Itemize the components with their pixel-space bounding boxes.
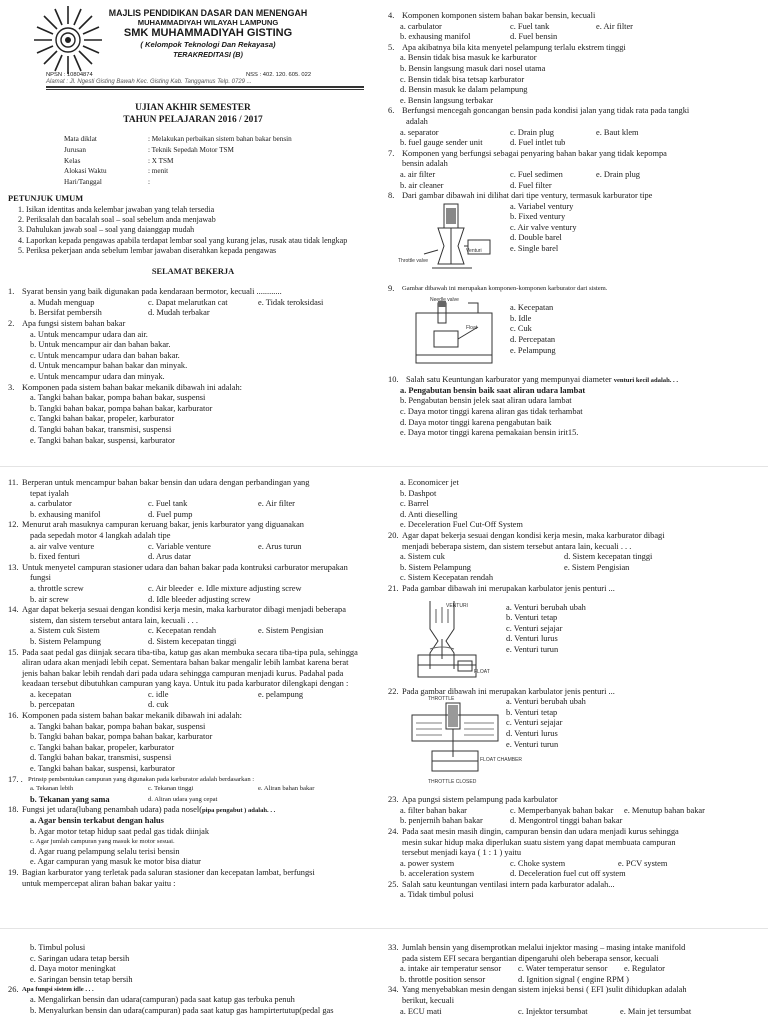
question-21-options (506, 603, 586, 656)
option: d. Idle bleeder adjusting screw (148, 594, 251, 604)
option: b. Sistem Pelampung (400, 562, 471, 572)
option: e. Tangki bahan bakar, suspensi, karburator (30, 435, 175, 445)
option: d. Venturi lurus (506, 728, 558, 738)
org-region: MUHAMMADIYAH WILAYAH LAMPUNG (137, 18, 279, 27)
option: a. intake air temperatur sensor (400, 964, 502, 974)
option: b. Tangki bahan bakar, pompa bahan bakar, karburator (30, 403, 213, 413)
option: c. idle (148, 689, 169, 699)
question-text: keadaan tersebut dibutuhkan campuran yang kaya. Untuk itu pada karburator dilengkapi dengan : (22, 679, 349, 689)
question-11 (8, 478, 378, 499)
option: c. Venturi sejajar (506, 718, 563, 728)
option: c. Drain plug (510, 127, 554, 137)
question-9 (388, 284, 763, 294)
npsn: NPSN : 10804874 (46, 72, 93, 78)
option: e. Daya motor tinggi karena pemakaian bensin irit15. (400, 428, 579, 438)
question-text: Fungsi jet udara(lubang penambah udara) pada nosel( (22, 805, 203, 815)
question-number: 23. (388, 795, 399, 805)
question-text: Bagian karburator yang terletak pada saluran stasioner dan kecepatan lambat, berfungsi (22, 867, 315, 877)
option: c. Kecepatan rendah (148, 626, 217, 636)
question-text: Syarat bensin yang baik digunakan pada kendaraan bermotor, kecuali ............ (22, 287, 282, 297)
option: c. Choke system (510, 858, 566, 868)
question-17 (8, 775, 378, 785)
question-number: 33. (388, 943, 399, 952)
option: e. Tidak teroksidasi (258, 297, 324, 307)
option: d. Untuk mencampur bahan bakar dan minyak. (30, 361, 188, 371)
question-text: Gambar dibawah ini merupakan komponen-komponen karburator dari sistem. (402, 284, 608, 292)
option: a. Tekanan lebih (30, 785, 74, 793)
question-number: 11. (8, 478, 19, 487)
option: d. cuk (148, 700, 169, 710)
question-number: 9. (388, 283, 395, 293)
question-text: Berfungsi mencegah goncangan bensin pada kondisi jalan yang tidak rata pada tangki (402, 106, 690, 116)
option: a. kecepatan (30, 689, 72, 699)
option: d. Fuel intlet tub (510, 138, 566, 148)
option: a. Economicer jet (400, 478, 459, 487)
option: c. Bensin tidak bisa tetsap karburator (400, 74, 525, 84)
question-text: Prinsip pembentukan campuran yang digunakan pada karburator adalah berdasarkan : (28, 775, 255, 783)
option: e. Main jet tersumbat (620, 1006, 692, 1016)
question-text: Komponen pada sistem bahan bakar mekanik dibawah ini adalah: (22, 711, 243, 721)
option: e. Regulator (624, 964, 665, 974)
option: d. Ignition signal ( engine RPM ) (518, 974, 629, 984)
figure-label: FLOAT (474, 668, 490, 675)
option: e. Venturi turun (506, 644, 559, 654)
question-number: 6. (388, 106, 395, 116)
list-item: 2. Periksalah dan bacalah soal – soal sebelum anda menjawab (18, 214, 216, 224)
option: a. ECU mati (400, 1006, 442, 1016)
option: e. Aliran bahan bakar (258, 785, 315, 793)
option: a. separator (400, 127, 439, 137)
option: e. PCV system (618, 858, 668, 868)
question-23 (388, 795, 763, 806)
question-22-figure (388, 697, 763, 789)
question-number: 8. (388, 191, 395, 201)
question-8-options (510, 202, 577, 255)
option: c. Tangki bahan bakar, propeler, karburator (30, 742, 175, 752)
option: e. Pelampung (510, 345, 556, 355)
question-text: Apa pungsi sistem pelampung pada karbulator (402, 795, 558, 805)
option: b. Sistem Pelampung (30, 636, 101, 646)
question-text: Komponen komponen sistem bahan bakar bensin, kecuali (402, 11, 596, 20)
question-2 (8, 319, 378, 330)
ident-value: : menit (148, 167, 169, 176)
carburetor-venturi-diagram (418, 202, 498, 278)
option: b. Venturi tetap (506, 707, 558, 717)
letterhead (8, 0, 378, 92)
question-number: 24. (388, 826, 399, 836)
option: b. Fixed ventury (510, 212, 566, 222)
question-number: 7. (388, 148, 395, 158)
question-22-options (506, 697, 586, 750)
figure-label: VENTURI (446, 602, 468, 609)
option: a. carbulator (30, 499, 72, 509)
option: a. Pengabutan bensin baik saat aliran udara lambat (400, 385, 586, 395)
option: b. air screw (30, 594, 69, 604)
question-1 (8, 287, 378, 298)
list-item: 1. Isikan identitas anda kelembar jawaban yang telah tersedia (18, 204, 215, 214)
option: b. Idle (510, 313, 532, 323)
school-address: Alamat : Jl. Ngesti Gisting Bawah Kec. Gisting Kab. Tanggamus Telp. 0729 ... (46, 79, 252, 85)
question-number: 16. (8, 711, 19, 721)
option: e. Bensin langsung terbakar (400, 95, 494, 105)
school-name: SMK MUHAMMADIYAH GISTING (123, 27, 293, 39)
question-20 (388, 531, 763, 552)
question-13 (8, 563, 378, 584)
question-21 (388, 584, 763, 595)
ident-value: : Teknik Sepedah Motor TSM (148, 145, 234, 154)
question-21-figure (388, 595, 763, 687)
question-text: pada sepedah motor 4 langkah adalah tipe (30, 530, 171, 540)
question-number: 2. (8, 318, 15, 328)
option: a. air filter (400, 169, 436, 179)
option: d. Tangki bahan bakar, transmisi, suspensi (30, 424, 172, 434)
option: d. Bensin masuk ke dalam pelampung (400, 85, 528, 95)
option: e. Baut klem (596, 127, 639, 137)
option: c. Air bleeder (148, 583, 194, 593)
question-18 (8, 805, 378, 816)
question-text: Jumlah bensin yang disemprotkan melalui injektor masing – masing intake manifold (402, 943, 686, 952)
figure-label: Needle valve (430, 297, 459, 304)
option: d. Daya motor meningkat (30, 964, 116, 974)
option: a. Tangki bahan bakar, pompa bahan bakar, suspensi (30, 393, 206, 403)
question-text: Salah satu keuntungan ventilasi intern pada karburator adalah... (402, 879, 615, 889)
option: d. Sistem kecepatan tinggi (148, 636, 237, 646)
question-text: Yang menyebabkan mesin dengan sistem injeksi bensi ( EFI )sulit dihidupkan adalah (402, 985, 687, 995)
ident-key: Kelas (64, 156, 81, 165)
question-number: 5. (388, 42, 395, 52)
question-16 (8, 711, 378, 722)
option: d. Fuel pump (148, 509, 193, 519)
ident-key: Hari/Tanggal (64, 178, 102, 187)
question-number: 4. (388, 11, 395, 20)
question-text: Agar dapat bekerja sesuai dengan kondisi kerja mesin, maka karburator dibagi menjadi beberapa (22, 605, 346, 615)
page2-left (8, 478, 378, 889)
question-26 (8, 985, 378, 995)
page3-right (388, 943, 763, 1017)
option: b. Tekanan yang sama (30, 794, 110, 804)
question-34 (388, 985, 763, 1006)
question-text: jenis bahan bakar lebih rendah dari pada udara sehingga campuran menjadi kurus. Padahal pada (22, 668, 344, 678)
option: d. Fuel bensin (510, 32, 558, 42)
exam-year: TAHUN PELAJARAN 2016 / 2017 (123, 115, 263, 125)
option: d. Deceleration fuel cut off system (510, 869, 626, 879)
option: e. Drain plug (596, 169, 640, 179)
question-text: mesin sukar hidup maka diperlukan suatu sistem yang dapat membuata campuran (402, 837, 676, 847)
question-number: 10. (388, 375, 399, 385)
question-text: Apa akibatnya bila kita menyetel pelampung terlalu ekstrem tinggi (402, 42, 626, 52)
instructions-list (8, 205, 378, 257)
question-number: 20. (388, 530, 399, 540)
question-number: 17. . (8, 774, 23, 784)
option: d. Percepatan (510, 335, 556, 345)
question-text: Dari gambar dibawah ini dilihat dari tipe ventury, termasuk karburator tipe (402, 191, 653, 201)
option: c. Cuk (510, 324, 532, 334)
question-text: Komponen pada sistem bahan bakar mekanik dibawah ini adalah: (22, 382, 243, 392)
exam-identity (8, 134, 378, 188)
option: b. penjernih bahan bakar (400, 816, 483, 826)
selamat-bekerja: SELAMAT BEKERJA (151, 266, 235, 276)
ident-value: : Melakukan perbaikan sistem bahan bakar bensin (148, 135, 292, 143)
option: b. Agar motor tetap hidup saat pedal gas tidak diinjak (30, 826, 210, 836)
option: a. Mudah menguap (30, 297, 95, 307)
question-number: 12. (8, 520, 19, 530)
figure-label: Venturi (466, 247, 482, 254)
option: e. Air filter (258, 499, 295, 509)
option: b. exhausing manifol (400, 32, 471, 42)
option: e. pelampung (258, 689, 304, 699)
question-number: 3. (8, 382, 15, 392)
question-text: Pada gambar dibawah ini merupakan karbulator jenis penturi ... (402, 686, 615, 696)
question-text: Pada saat mesin masih dingin, campuran bensin dan udara menjadi kurus sehingga (402, 826, 679, 836)
question-text: sistem, dan sistem tersebut antara lain, kecuali . . . (30, 615, 198, 625)
option: e. Venturi turun (506, 739, 559, 749)
option: a. throttle screw (30, 583, 84, 593)
option: b. Menyalurkan bensin dan udara(campuran) pada saat katup gas hampirtertutup(pedal gas (30, 1005, 334, 1015)
option: a. Venturi berubah ubah (506, 602, 586, 612)
ident-key: Jurusan (64, 145, 86, 154)
option: c. Air valve ventury (510, 222, 577, 232)
option: a. Variabel ventury (510, 201, 574, 211)
option: c. Memperbanyak bahan bakar (510, 805, 614, 815)
option: b. Bersifat pembersih (30, 308, 102, 318)
option: a. Venturi berubah ubah (506, 697, 586, 707)
question-4 (388, 11, 763, 22)
ident-value: : X TSM (148, 156, 174, 165)
option: e. Idle mixture adjusting screw (198, 583, 302, 593)
question-text: Untuk menyetel campuran stasioner udara dan bahan bakar pada kontruksi carburator merupakan (22, 562, 348, 572)
option: b. Timbul polusi (30, 943, 86, 952)
exam-title: UJIAN AKHIR SEMESTER (135, 103, 251, 113)
list-item: 3. Dahulukan jawab soal – soal yang daianggap mudah (18, 225, 195, 235)
option: d. Aliran udara yang cepat (148, 795, 218, 803)
option: e. Agar campuran yang masuk ke motor bisa diatur (30, 857, 201, 867)
question-10 (388, 375, 763, 386)
question-text: Agar dapat bekerja sesuai dengan kondisi kerja mesin, maka karburator dibagi (402, 530, 665, 540)
option: c. Agar jumlah campuran yang masuk ke motor sesuai. (30, 838, 175, 846)
letterhead-rule (46, 89, 364, 90)
option: d. Mengontrol tinggi bahan bakar (510, 816, 623, 826)
figure-label: Throttle valve (398, 257, 429, 264)
question-3 (8, 383, 378, 394)
letterhead-rule (46, 86, 364, 88)
ident-value: : (148, 178, 150, 187)
option: b. Dashpot (400, 488, 437, 498)
option: d. Mudah terbakar (148, 308, 210, 318)
question-text: aliran udara akan menjadi lebih cepat. Sementara bahan bakar mengalir lebih lambat karena berat (22, 658, 349, 668)
figure-label: FLOAT CHAMBER (480, 757, 523, 764)
option: e. Tangki bahan bakar, suspensi, karburator (30, 764, 175, 774)
question-text: Komponen yang berfungsi sebagai penyaring bahan bakar yang tidak kepompa (402, 148, 667, 158)
school-group: ( Kelompok Teknologi Dan Rekayasa) (140, 40, 276, 49)
option: c. Dapat melarutkan cat (148, 297, 228, 307)
question-number: 21. (388, 583, 399, 593)
option: c. Saringan udara tetap bersih (30, 953, 130, 963)
option: b. acceleration system (400, 869, 475, 879)
option: c. Fuel sedimen (510, 169, 563, 179)
figure-label: THROTTLE CLOSED (428, 779, 477, 786)
question-7 (388, 149, 763, 170)
question-number: 19. (8, 867, 19, 877)
right-column (388, 11, 763, 1016)
left-column (8, 0, 378, 1015)
option: c. Barrel (400, 499, 429, 509)
question-text: bensin adalah (402, 159, 448, 169)
option: b. throttle position sensor (400, 974, 486, 984)
question-number: 1. (8, 287, 15, 297)
list-item: 4. Laporkan kepada pengawas apabila terdapat lembar soal yang kurang jelas, rusak atau tidak lengkap (18, 235, 348, 245)
question-number: 13. (8, 562, 19, 572)
question-9-figure (388, 297, 763, 375)
option: e. Menutup bahan bakar (624, 805, 705, 815)
option: c. Untuk mencampur udara dan bahan bakar. (30, 350, 180, 360)
option: d. Daya motor tinggi karena pengabutan baik (400, 417, 552, 427)
option: b. Tangki bahan bakar, pompa bahan bakar, karburator (30, 732, 213, 742)
option: e. Sistem Pengisian (564, 562, 630, 572)
option: b. fixed fenturi (30, 552, 81, 562)
question-text: Berperan untuk mencampur bahan bakar bensin dan udara dengan perbandingan yang (22, 478, 310, 487)
figure-label: Float (466, 325, 478, 332)
option: d. Anti dieselling (400, 509, 458, 519)
option: a. Tidak timbul polusi (400, 890, 474, 900)
question-9-options (510, 303, 556, 356)
option: b. Untuk mencampur air dan bahan bakar. (30, 340, 171, 350)
option: c. Variable venture (148, 541, 211, 551)
option: c. Fuel tank (148, 499, 188, 509)
nss: NSS : 402. 120. 605. 022 (246, 72, 312, 78)
option: b. Bensin langsung masuk dari nosel utama (400, 63, 546, 73)
option: a. Tangki bahan bakar, pompa bahan bakar, suspensi (30, 721, 206, 731)
option: c. Daya motor tinggi karena aliran gas tidak terhambat (400, 407, 583, 417)
option: b. Pengabutan bensin jelek saat aliran udara lambat (400, 396, 572, 406)
page-separator (0, 466, 768, 467)
option: b. exhausing manifol (30, 509, 101, 519)
page3-left (8, 943, 378, 1016)
question-text: Apa fungsi sistem idle . . . (22, 986, 94, 994)
question-5 (388, 43, 763, 54)
option: d. Fuel filter (510, 180, 552, 190)
option: b. fuel gauge sender unit (400, 138, 483, 148)
ident-key: Mata diklat (64, 135, 97, 143)
accreditation: TERAKREDITASI (B) (173, 50, 243, 59)
question-8-figure (388, 202, 763, 280)
question-text: fungsi (30, 573, 51, 583)
option: e. Sistem Pengisian (258, 626, 324, 636)
option: b. Venturi tetap (506, 613, 558, 623)
question-14 (8, 605, 378, 626)
option: a. Bensin tidak bisa masuk ke karburator (400, 53, 537, 63)
option: e. Air filter (596, 21, 633, 31)
org-name: MAJLIS PENDIDIKAN DASAR DAN MENENGAH (108, 8, 308, 18)
question-text: untuk mempercepat aliran bahan bakar yaitu : (22, 878, 176, 888)
question-text: venturi kecil adalah. . . (613, 377, 678, 385)
question-number: 34. (388, 985, 399, 995)
question-12 (8, 520, 378, 541)
option: c. Fuel tank (510, 21, 550, 31)
question-number: 22. (388, 686, 399, 696)
option: d. Tangki bahan bakar, transmisi, suspensi (30, 753, 172, 763)
option: c. Water temperatur sensor (518, 964, 608, 974)
option: d. Sistem kecepatan tinggi (564, 552, 653, 562)
option: a. carbulator (400, 21, 442, 31)
question-text: Apa fungsi sistem bahan bakar (22, 318, 126, 328)
page2-right (388, 478, 763, 901)
question-text: Salah satu Keuntungan karburator yang mempunyai diameter (406, 375, 612, 385)
option: d. Venturi lurus (506, 634, 558, 644)
option: a. Untuk mencampur udara dan air. (30, 329, 148, 339)
option: c. Sistem Kecepatan rendah (400, 573, 494, 583)
option: b. percepatan (30, 700, 75, 710)
ident-key: Alokasi Waktu (64, 167, 107, 176)
option: a. Sistem cuk Sistem (30, 626, 100, 636)
question-text: Pada saat pedal gas diinjak secara tiba-tiba, katup gas akan membuka secara tiba-tipa pula, sehingga (22, 647, 358, 657)
question-19 (8, 868, 378, 889)
question-text: adalah (406, 116, 428, 126)
option: e. Untuk mencampur udara dan minyak. (30, 371, 165, 381)
option: a. Agar bensin terkabut dengan halus (30, 816, 164, 825)
option: a. Sistem cuk (400, 552, 445, 562)
option: a. filter bahan bakar (400, 805, 467, 815)
question-text: pipa pengabut ) adalah. . . (202, 807, 276, 815)
figure-label: THROTTLE (428, 696, 455, 703)
question-text: Pada gambar dibawah ini merupakan karbulator jenis penturi ... (402, 583, 615, 593)
instructions-title: PETUNJUK UMUM (8, 193, 84, 203)
option: e. Arus turun (258, 541, 302, 551)
question-6 (388, 106, 763, 127)
option: c. Tekanan tinggi (148, 785, 194, 793)
option: a. air valve venture (30, 541, 95, 551)
option: c. Tangki bahan bakar, propeler, karburator (30, 414, 175, 424)
question-number: 18. (8, 805, 19, 815)
question-15 (8, 648, 378, 690)
question-text: pada sistem EFI secara bergantian dipengaruhi oleh beberapa sensor, kecuali (402, 953, 659, 963)
question-text: menjadi beberapa sistem, dan sistem tersebut antara lain, kecuali . . . (402, 541, 632, 551)
question-33 (388, 943, 763, 964)
option: c. Injektor tersumbat (518, 1006, 588, 1016)
question-number: 26. (8, 985, 19, 995)
question-number: 15. (8, 647, 19, 657)
muhammadiyah-logo-icon (26, 2, 110, 80)
option: d. Agar ruang pelampung selalu terisi bensin (30, 846, 180, 856)
option: a. Mengalirkan bensin dan udara(campuran) pada saat katup gas terbuka penuh (30, 994, 295, 1004)
float-chamber-diagram (408, 297, 498, 369)
option: d. Arus datar (148, 552, 192, 562)
option: b. air cleaner (400, 180, 444, 190)
list-item: 5. Periksa pekerjaan anda sebelum lembar jawaban diserahkan kepada pengawas (18, 246, 277, 256)
question-text: tersebut menjadi kaya ( 1 : 1 ) yaitu (402, 848, 522, 858)
question-number: 25. (388, 879, 399, 889)
option: d. Double barel (510, 233, 562, 243)
question-number: 14. (8, 605, 19, 615)
question-8 (388, 191, 763, 202)
variable-venturi-diagram (408, 701, 502, 785)
option: c. Venturi sejajar (506, 623, 563, 633)
option: e. Deceleration Fuel Cut-Off System (400, 520, 523, 530)
option: e. Saringan bensin tetap bersih (30, 974, 133, 984)
question-25 (388, 880, 763, 891)
option: a. power system (400, 858, 455, 868)
page-separator (0, 928, 768, 929)
question-text: tepat iyalah (30, 488, 69, 498)
question-24 (388, 827, 763, 859)
question-text: berikut, kecuali (402, 995, 455, 1005)
option: a. Kecepatan (510, 303, 554, 313)
option: e. Single barel (510, 244, 559, 254)
question-text: Menurut arah masuknya campuran keruang bakar, jenis karburator yang diguanakan (22, 520, 304, 530)
